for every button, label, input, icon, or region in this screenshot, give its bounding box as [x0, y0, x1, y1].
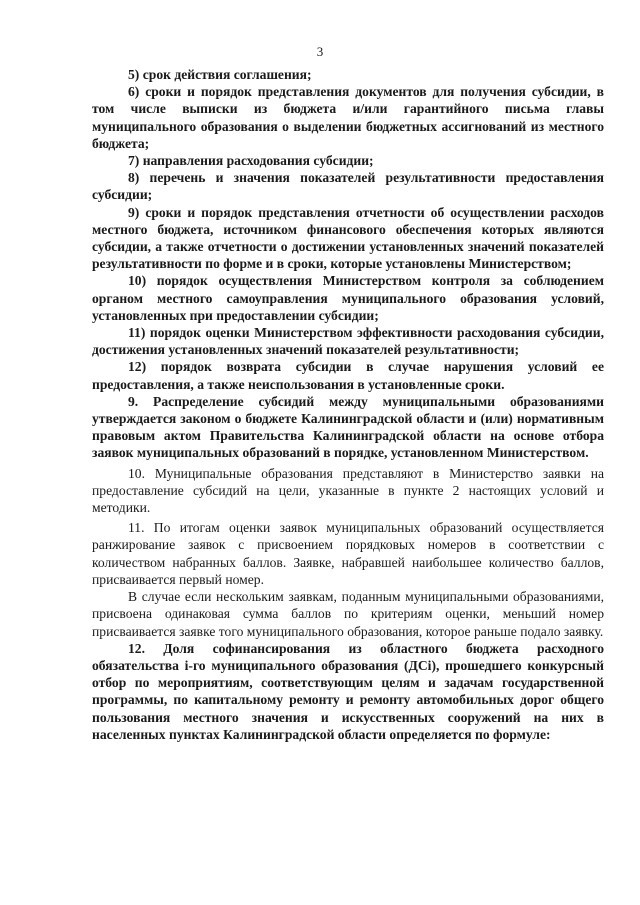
document-body — [92, 66, 604, 743]
paragraph-item-11-efficiency: 11) порядок оценки Министерством эффективности расходования субсидии, достижения установленных значений показателей результативности; — [92, 325, 604, 358]
paragraph-item-10-control: 10) порядок осуществления Министерством контроля за соблюдением органом местного самоуправления муниципального образования условий, установленных при предоставлении субсидии; — [92, 273, 604, 323]
paragraph-item-9-reporting: 9) сроки и порядок представления отчетности об осуществлении расходов местного бюджета, источником финансового обеспечения которых являются субсидии, а также отчетности о достижении установленных значений показателей результативности по форме и в сроки, которые установлены Министерством; — [92, 204, 604, 272]
paragraph-equal-score-rule: В случае если нескольким заявкам, поданным муниципальными образованиями, присвоена одинаковая сумма баллов по критериям оценки, меньший номер присваивается заявке того муниципального образования, которое раньше подало заявку. — [92, 589, 604, 639]
paragraph-section-11-ranking: 11. По итогам оценки заявок муниципальных образований осуществляется ранжирование заявок с присвоением порядковых номеров в соответствии с количеством набранных баллов. Заявке, набравшей наибольшее количество баллов, присваивается первый номер. — [92, 520, 604, 587]
paragraph-item-12-refund: 12) порядок возврата субсидии в случае нарушения условий ее предоставления, а также неиспользования в установленные сроки. — [92, 359, 604, 392]
page-number: 3 — [316, 44, 324, 59]
paragraph-section-10-applications: 10. Муниципальные образования представляют в Министерство заявки на предоставление субсидий на цели, указанные в пункте 2 настоящих условий и методики. — [92, 465, 604, 516]
paragraph-item-8-indicators: 8) перечень и значения показателей результативности предоставления субсидии; — [92, 170, 604, 203]
paragraph-item-7-spending-directions: 7) направления расходования субсидии; — [128, 153, 374, 169]
paragraph-item-6-documents: 6) сроки и порядок представления документов для получения субсидии, в том числе выписки из бюджета и/или гарантийного письма главы муниципального образования о выделении бюджетных ассигнований из местного бюджета; — [92, 84, 604, 151]
paragraph-section-9-distribution: 9. Распределение субсидий между муниципальными образованиями утверждается законом о бюджете Калининградской области и (или) нормативным правовым актом Правительства Калининградской области на основе отбора заявок муниципальных образований в порядке, установленном Министерством. — [92, 393, 604, 461]
paragraph-section-12-cofinancing: 12. Доля софинансирования из областного бюджета расходного обязательства i-го муниципального образования (ДСi), прошедшего конкурсный отбор по мероприятиям, соответствующим целям и задачам государственной программы, по капитальному ремонту и ремонту автомобильных дорог общего пользования местного значения и искусственных сооружений на них в населенных пунктах Калининградской области определяется по формуле: — [92, 640, 604, 742]
paragraph-item-5-agreement-term: 5) срок действия соглашения; — [128, 67, 312, 82]
